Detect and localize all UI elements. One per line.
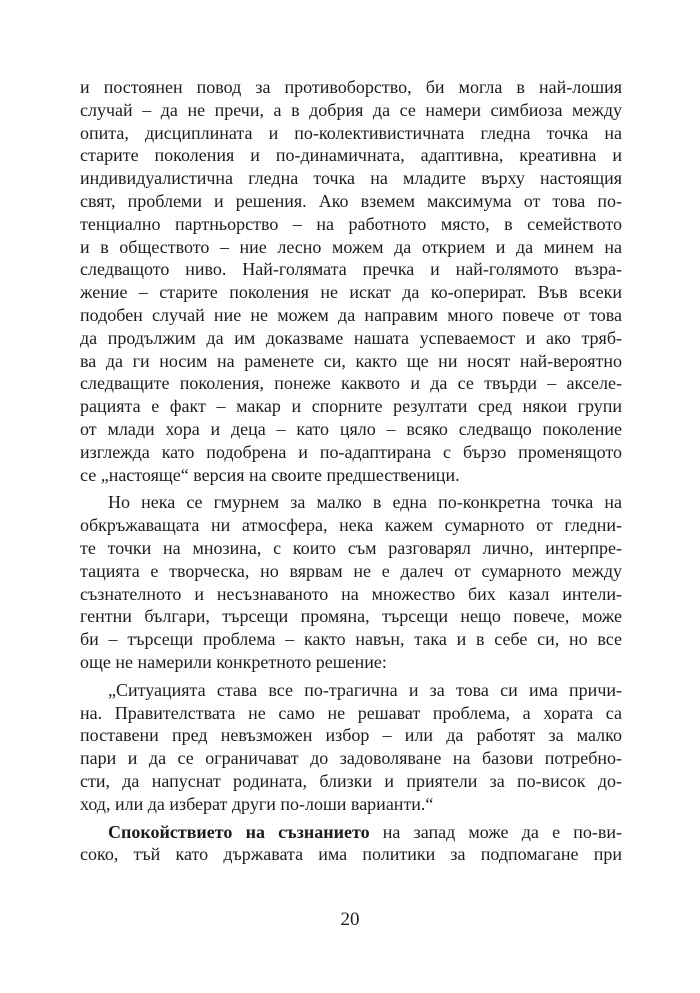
- text-line: и в обществото – ние лесно можем да открием и да минем на: [80, 236, 622, 257]
- text-line: би – търсещи проблема – както навън, така и в себе си, но все: [80, 629, 622, 650]
- text-line: тенциално партньорство – на работното място, в семейството: [80, 213, 622, 234]
- text-line: съзнателното и несъзнаваното на множество бих казал интели-: [80, 583, 622, 604]
- paragraph-1: [80, 76, 622, 486]
- text-line: ход, или да изберат други по-лоши варианти.“: [80, 793, 434, 814]
- text-line: индивидуалистична гледна точка на младите върху настоящия: [80, 168, 622, 189]
- quote-paragraph: [80, 679, 622, 816]
- text-line: ва да ги носим на раменете си, както ще ни носят най-вероятно: [80, 350, 622, 371]
- text-line: жение – старите поколения не искат да ко-оперират. Във всеки: [80, 282, 622, 303]
- text-line: случай – да не пречи, а в добрия да се намери симбиоза между: [80, 99, 622, 120]
- text-line: „Ситуацията става все по-трагична и за това си има причи-: [108, 679, 622, 700]
- paragraph-2: [80, 491, 622, 673]
- text-line: следващото ниво. Най-голямата пречка и най-голямото възра-: [80, 259, 622, 280]
- text-line: рацията е факт – макар и спорните резултати сред някои групи: [80, 396, 622, 417]
- paragraph-4: [80, 821, 622, 867]
- body-text: [80, 76, 622, 866]
- text-line: свят, проблеми и решения. Ако вземем максимума от това по-: [80, 190, 622, 211]
- text-line: те точки на мнозина, с които съм разговарял лично, интерпре-: [80, 537, 622, 558]
- text-line: на. Правителствата не само не решават проблема, а хората са: [80, 702, 622, 723]
- text-line: пари и да се ограничават до задоволяване на базови потребно-: [80, 748, 622, 769]
- text-line: опита, дисциплината и по-колективистичната гледна точка на: [80, 122, 622, 143]
- text-line: от млади хора и деца – като цяло – всяко следващо поколение: [80, 418, 622, 439]
- text-line: Но нека се гмурнем за малко в една по-конкретна точка на: [108, 492, 622, 513]
- text-line: да продължим да им доказваме нашата успеваемост и ако тряб-: [80, 327, 622, 348]
- text-line-rest: на запад може да е по-ви-: [369, 821, 622, 842]
- text-line: още не намерили конкретното решение:: [80, 651, 387, 672]
- text-line: [80, 821, 622, 844]
- page-number: 20: [340, 909, 360, 930]
- text-line: соко, тъй като държавата има политики за подпомагане при: [80, 844, 622, 865]
- text-line: обкръжаващата ни атмосфера, нека кажем сумарното от гледни-: [80, 515, 622, 536]
- text-line: старите поколения и по-динамичната, адаптивна, креативна и: [80, 145, 622, 166]
- text-line: се „настояще“ версия на своите предшественици.: [80, 464, 460, 485]
- text-line: подобен случай ние не можем да направим много повече от това: [80, 304, 622, 325]
- text-line: сти, да напуснат родината, близки и приятели за по-висок до-: [80, 770, 622, 791]
- text-line: и постоянен повод за противоборство, би могла в най-лошия: [80, 77, 622, 97]
- text-line: тацията е творческа, но вярвам не е далеч от сумарното между: [80, 560, 622, 581]
- text-line: изглежда като подобрена и по-адаптирана с бързо променящото: [80, 441, 622, 462]
- text-line: гентни българи, търсещи промяна, търсещи нещо повече, може: [80, 606, 622, 627]
- bold-phrase: Спокойствието на съзнанието: [108, 821, 370, 842]
- text-line: поставени пред невъзможен избор – или да работят за малко: [80, 725, 622, 746]
- text-line: следващите поколения, понеже каквото и да се твърди – акселе-: [80, 373, 622, 394]
